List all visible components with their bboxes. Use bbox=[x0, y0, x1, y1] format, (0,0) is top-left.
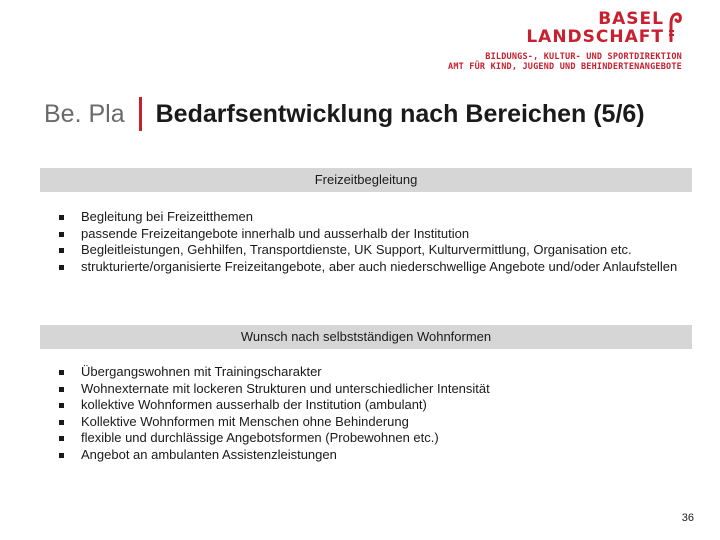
list-item bbox=[58, 209, 678, 226]
list-item-text: passende Freizeitangebote innerhalb und ausserhalb der Institution bbox=[81, 225, 470, 241]
list-item bbox=[58, 381, 678, 398]
list-item bbox=[58, 364, 678, 381]
list-item bbox=[58, 430, 678, 447]
bullet-icon bbox=[59, 265, 64, 270]
bullet-icon bbox=[59, 387, 64, 392]
list-item-text: strukturierte/organisierte Freizeitangebote, aber auch niederschwellige Angebote und/oder Anlaufstellen bbox=[81, 258, 678, 274]
list-item-text: Begleitleistungen, Gehhilfen, Transportdienste, UK Support, Kulturvermittlung, Organisation etc. bbox=[81, 242, 632, 258]
bullet-icon bbox=[59, 370, 64, 375]
bullet-icon bbox=[59, 453, 64, 458]
bullet-icon bbox=[59, 403, 64, 408]
list-item bbox=[58, 447, 678, 464]
wohnformen-list bbox=[58, 364, 678, 464]
list-item-text: kollektive Wohnformen ausserhalb der Institution (ambulant) bbox=[81, 397, 427, 413]
list-item bbox=[58, 226, 678, 243]
list-item bbox=[58, 397, 678, 414]
logo-line-1: BASEL bbox=[598, 9, 664, 29]
bullet-icon bbox=[59, 436, 64, 441]
slide-title bbox=[44, 97, 645, 131]
bullet-icon bbox=[59, 215, 64, 220]
section-heading-wohnformen: Wunsch nach selbstständigen Wohnformen bbox=[40, 325, 692, 349]
section-heading-freizeitbegleitung: Freizeitbegleitung bbox=[40, 168, 692, 192]
logo-subtitle bbox=[448, 52, 682, 72]
logo-sub-line-2: AMT FÜR KIND, JUGEND UND BEHINDERTENANGEBOTE bbox=[448, 62, 682, 72]
logo-line-2: LANDSCHAFT bbox=[526, 27, 664, 47]
list-item-text: Angebot an ambulanten Assistenzleistungen bbox=[81, 446, 337, 462]
logo-wordmark bbox=[526, 10, 664, 46]
page-number: 36 bbox=[681, 512, 694, 524]
title-main: Bedarfsentwicklung nach Bereichen (5/6) bbox=[155, 99, 645, 128]
crozier-icon bbox=[668, 12, 682, 42]
list-item-text: flexible und durchlässige Angebotsformen (Probewohnen etc.) bbox=[81, 430, 439, 446]
list-item-text: Begleitung bei Freizeitthemen bbox=[81, 209, 253, 224]
list-item bbox=[58, 259, 678, 276]
list-item bbox=[58, 242, 678, 259]
list-item-text: Wohnexternate mit lockeren Strukturen und unterschiedlicher Intensität bbox=[81, 380, 490, 396]
bullet-icon bbox=[59, 232, 64, 237]
list-item bbox=[58, 414, 678, 431]
bullet-icon bbox=[59, 248, 64, 253]
logo bbox=[448, 10, 682, 72]
list-item-text: Kollektive Wohnformen mit Menschen ohne Behinderung bbox=[81, 413, 409, 429]
title-separator bbox=[139, 97, 142, 131]
bullet-icon bbox=[59, 420, 64, 425]
logo-sub-line-1: BILDUNGS-, KULTUR- UND SPORTDIREKTION bbox=[485, 52, 682, 62]
freizeit-list bbox=[58, 209, 678, 275]
title-prefix: Be. Pla bbox=[44, 99, 125, 128]
list-item-text: Übergangswohnen mit Trainingscharakter bbox=[81, 364, 322, 379]
